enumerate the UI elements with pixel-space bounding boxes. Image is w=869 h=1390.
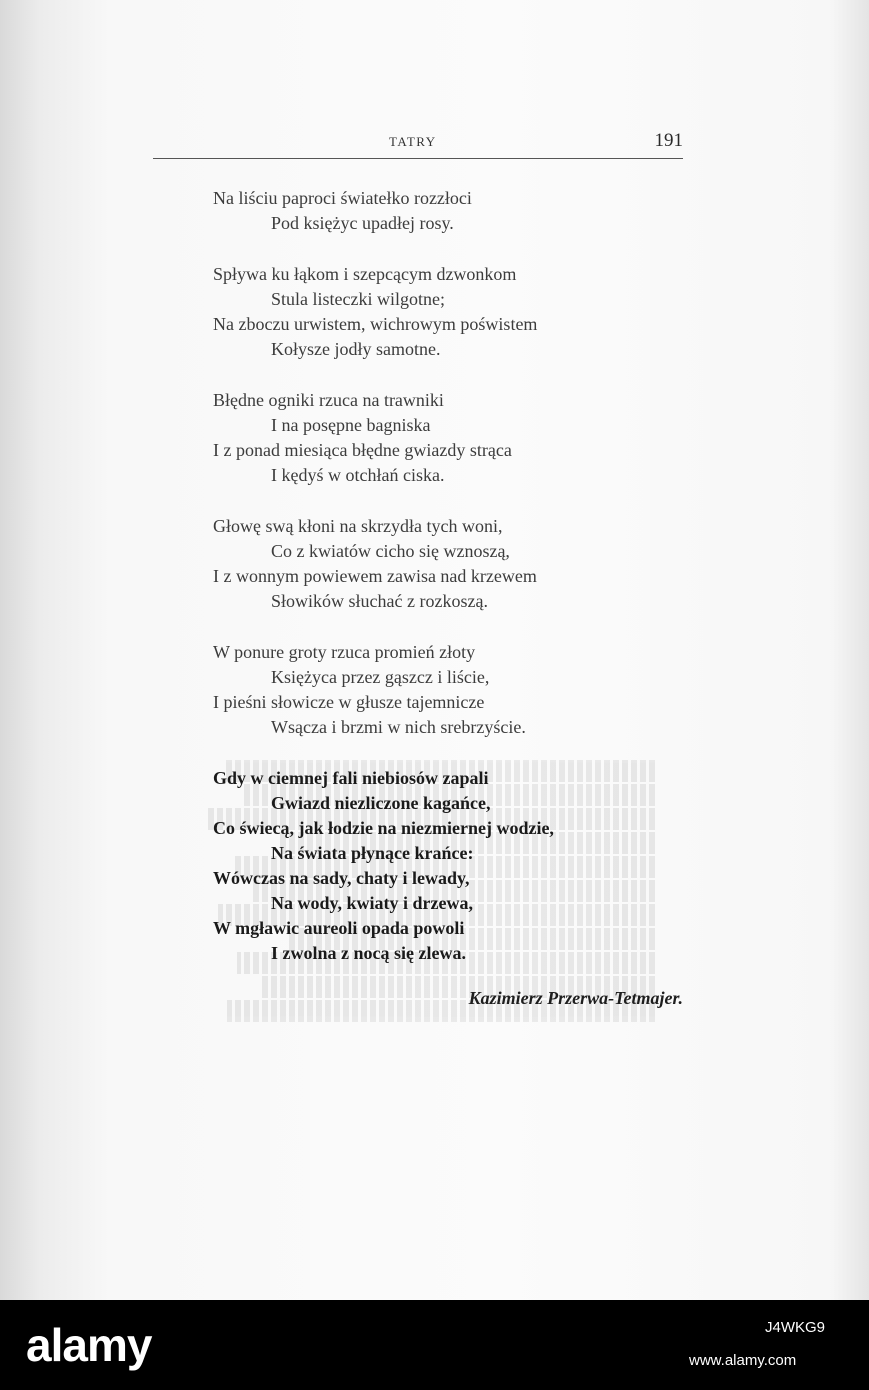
poem-line: Błędne ogniki rzuca na trawniki	[213, 390, 444, 410]
stanza	[213, 640, 683, 740]
poem-line: Kołysze jodły samotne.	[271, 339, 441, 359]
poem-line: Gdy w ciemnej fali niebiosów zapali	[213, 768, 489, 788]
stanza	[213, 514, 683, 614]
header-rule	[153, 158, 683, 159]
poem-line: Księżyca przez gąszcz i liście,	[271, 667, 490, 687]
image-id: J4WKG9	[765, 1319, 826, 1336]
author-signature: Kazimierz Przerwa-Tetmajer.	[468, 988, 683, 1008]
poem-line: I na posępne bagniska	[271, 415, 431, 435]
page-number: 191	[654, 130, 683, 151]
poem-line: Na liściu paproci światełko rozzłoci	[213, 188, 472, 208]
page-header	[153, 130, 683, 160]
stanza	[213, 388, 683, 488]
poem-line: Stula listeczki wilgotne;	[271, 289, 445, 309]
poem-line: Pod księżyc upadłej rosy.	[271, 213, 454, 233]
stanza	[213, 262, 683, 362]
poem-line: Słowików słuchać z rozkoszą.	[271, 591, 488, 611]
poem-line: I z wonnym powiewem zawisa nad krzewem	[213, 566, 537, 586]
alamy-logo: alamy	[26, 1319, 152, 1371]
poem-line: W mgławic aureoli opada powoli	[213, 918, 465, 938]
poem-line: I zwolna z nocą się zlewa.	[271, 943, 466, 963]
stanza	[213, 186, 683, 236]
poem-line: Wówczas na sady, chaty i lewady,	[213, 868, 470, 888]
poem-line: Spływa ku łąkom i szepcącym dzwonkom	[213, 264, 517, 284]
poem-line: Co z kwiatów cicho się wznoszą,	[271, 541, 510, 561]
poem-line: Co świecą, jak łodzie na niezmiernej wodzie,	[213, 818, 554, 838]
poem-line: W ponure groty rzuca promień złoty	[213, 642, 476, 662]
poem-line: Na zboczu urwistem, wichrowym poświstem	[213, 314, 538, 334]
stanza	[213, 766, 683, 966]
poem-line: Głowę swą kłoni na skrzydła tych woni,	[213, 516, 503, 536]
watermark-url: www.alamy.com	[689, 1352, 797, 1369]
poem-line: Gwiazd niezliczone kagańce,	[271, 793, 491, 813]
poem-line: I z ponad miesiąca błędne gwiazdy strąca	[213, 440, 512, 460]
poem-line: I pieśni słowicze w głusze tajemnicze	[213, 692, 485, 712]
poem-line: Na świata płynące krańce:	[271, 843, 474, 863]
poem-line: Wsącza i brzmi w nich srebrzyście.	[271, 717, 526, 737]
running-title: TATRY	[389, 134, 437, 149]
poem	[213, 186, 683, 966]
poem-line: Na wody, kwiaty i drzewa,	[271, 893, 473, 913]
poem-line: I kędyś w otchłań ciska.	[271, 465, 445, 485]
